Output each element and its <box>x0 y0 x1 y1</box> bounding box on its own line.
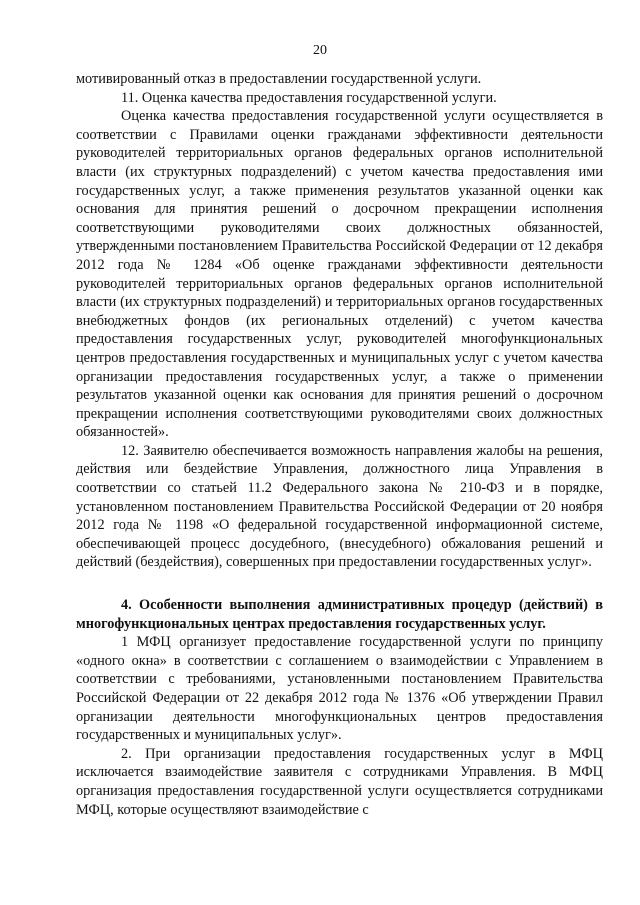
paragraph-item-12-complaint: 12. Заявителю обеспечивается возможность направления жалобы на решения, действия или бездействие Управления, должностного лица Управления в соответствии со статьей 11.2 Федерального закона № 210-ФЗ и в порядке, установленном постановлением Правительства Российской Федерации от 20 ноября 2012 года № 1198 «О федеральной государственной информационной системе, обеспечивающей процесс досудебного, (внесудебного) обжалования решений и действий (бездействия), совершенных при предоставлении государственных услуг». <box>76 442 603 571</box>
paragraph-quality-assessment: Оценка качества предоставления государственной услуги осуществляется в соответствии с Правилами оценки гражданами эффективности деятельности руководителей территориальных органов федеральных органов исполнительной власти (их структурных подразделений) с учетом качества предоставления ими государственных услуг, а также применения результатов указанной оценки как основания для принятия решений о досрочном прекращении исполнения соответствующими руководителями своих должностных обязанностей, утвержденными постановлением Правительства Российской Федерации от 12 декабря 2012 года № 1284 «Об оценке гражданами эффективности деятельности руководителей территориальных органов федеральных органов исполнительной власти (их структурных подразделений) и территориальных органов государственных внебюджетных фондов (их региональных отделений) с учетом качества предоставления государственных услуг, руководителей многофункциональных центров предоставления государственных и муниципальных услуг с учетом качества организации предоставления государственных услуг, а также о применении результатов указанной оценки как основания для принятия решений о досрочном прекращении исполнения соответствующими руководителями своих должностных обязанностей». <box>76 108 603 441</box>
document-body <box>76 70 603 819</box>
section-heading-4: 4. Особенности выполнения административных процедур (действий) в многофункциональных центрах предоставления государственных услуг. <box>76 597 603 632</box>
paragraph-continuation: мотивированный отказ в предоставлении государственной услуги. <box>76 71 482 87</box>
paragraph-mfc-2: 2. При организации предоставления государственных услуг в МФЦ исключается взаимодействие заявителя с сотрудниками Управления. В МФЦ организация предоставления государственной услуги осуществляется сотрудниками МФЦ, которые осуществляют взаимодействие с <box>76 745 603 818</box>
paragraph-mfc-1: 1 МФЦ организует предоставление государственной услуги по принципу «одного окна» в соответствии с соглашением о взаимодействии с Управлением в соответствии с требованиями, установленными постановлением Правительства Российской Федерации от 22 декабря 2012 года № 1376 «Об утверждении Правил организации деятельности многофункциональных центров предоставления государственных и муниципальных услуг». <box>76 634 603 744</box>
paragraph-item-11-title: 11. Оценка качества предоставления государственной услуги. <box>121 89 497 106</box>
page-number: 20 <box>313 43 327 58</box>
